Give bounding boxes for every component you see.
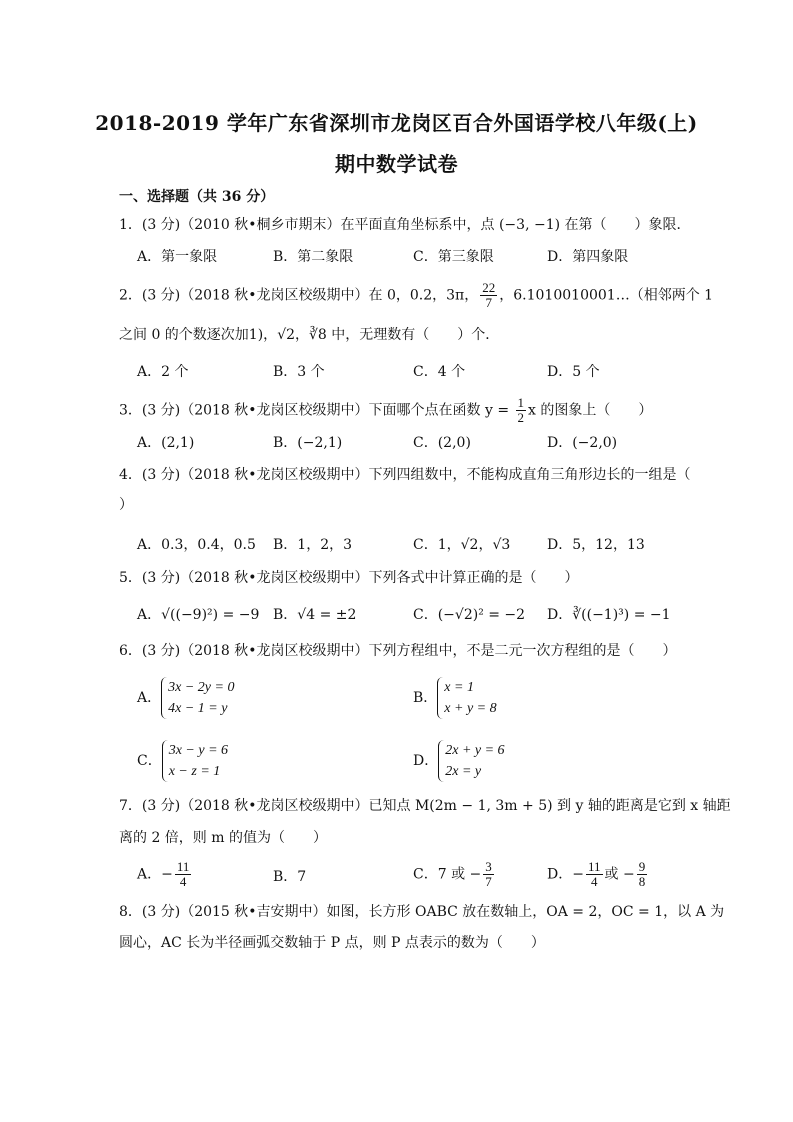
q7-d-pre: − — [572, 866, 584, 883]
q2-text-post: ，6.1010010001…（相邻两个 1 — [499, 287, 714, 304]
q2-frac-num: 22 — [482, 280, 496, 295]
q6-option-b — [413, 677, 497, 719]
q6-a-eq1: 3x − 2y = 0 — [168, 680, 235, 695]
q2-option-b: B．3 个 — [273, 364, 325, 380]
q3-frac-num: 1 — [517, 395, 525, 410]
q1-option-d: D．第四象限 — [547, 249, 629, 265]
q4-option-a: A．0.3，0.4，0.5 — [137, 537, 256, 553]
q6-c-label: C． — [137, 753, 162, 769]
q2-option-a: A．2 个 — [137, 364, 189, 380]
q2-fraction — [480, 281, 497, 310]
question-5: 5．(3 分)（2018 秋•龙岗区校级期中）下列各式中计算正确的是（ ） — [119, 570, 579, 586]
q2-line2-pre: 之间 0 的个数逐次加1)， — [119, 327, 278, 343]
q1-option-c: C．第三象限 — [413, 249, 494, 265]
q4-option-b: B．1，2，3 — [273, 537, 353, 553]
q6-b-eq1: x = 1 — [444, 680, 474, 695]
q3-option-c: C．(2,0) — [413, 435, 471, 451]
q7-a-fraction — [175, 860, 192, 889]
q3-option-a: A．(2,1) — [137, 435, 195, 451]
q2-option-d: D．5 个 — [547, 364, 600, 380]
q7-b-label: B． — [273, 869, 298, 885]
q7-option-c — [413, 860, 496, 889]
q1-option-a: A．第一象限 — [137, 249, 218, 265]
q3-text-post: x 的图象上（ ） — [528, 402, 653, 419]
question-4-line1: 4．(3 分)（2018 秋•龙岗区校级期中）下列四组数中，不能构成直角三角形边长的一组是（ — [119, 467, 691, 483]
q7-d-den2: 8 — [638, 874, 646, 889]
exam-title-line1: 2018-2019 学年广东省深圳市龙岗区百合外国语学校八年级(上) — [95, 111, 698, 135]
q5-option-d: D．∛((−1)³) = −1 — [547, 607, 671, 623]
question-8-line2: 圆心，AC 长为半径画弧交数轴于 P 点，则 P 点表示的数为（ ） — [119, 935, 545, 951]
question-2-line1 — [119, 281, 713, 310]
q3-option-d: D．(−2,0) — [547, 435, 618, 451]
q7-c-fraction — [483, 860, 494, 889]
q4-option-c: C．1，√2，√3 — [413, 537, 511, 553]
q6-d-label: D． — [413, 753, 439, 769]
q3-fraction — [516, 396, 527, 425]
question-4-line2: ） — [119, 497, 133, 513]
q5-option-b: B．√4 = ±2 — [273, 607, 357, 623]
q7-a-num: 11 — [176, 859, 190, 874]
q3-text-pre: 3．(3 分)（2018 秋•龙岗区校级期中）下面哪个点在函数 y = — [119, 402, 514, 419]
q6-option-c — [137, 740, 228, 782]
q7-option-b — [273, 868, 306, 886]
q7-option-d — [547, 860, 649, 889]
q7-d-num2: 9 — [638, 859, 646, 874]
q7-d-mid: 或 − — [604, 866, 635, 883]
question-7-line1: 7．(3 分)（2018 秋•龙岗区校级期中）已知点 M(2m − 1, 3m + 5) 到 y 轴的距离是它到 x 轴距 — [119, 798, 731, 814]
q5-option-c: C．(−√2)² = −2 — [413, 607, 526, 623]
q6-c-system — [162, 740, 228, 782]
q6-option-a — [137, 677, 234, 719]
q3-option-b: B．(−2,1) — [273, 435, 343, 451]
q6-a-eq2: 4x − 1 = y — [168, 701, 228, 716]
q6-a-system — [161, 677, 234, 719]
q7-c-pre: 7 或 − — [437, 866, 482, 883]
q7-d-fraction-2 — [637, 860, 648, 889]
section-heading: 一、选择题（共 36 分） — [119, 189, 275, 205]
q2-sqrt2: √2 — [277, 327, 296, 343]
question-1: 1．(3 分)（2010 秋•桐乡市期末）在平面直角坐标系中，点 (−3, −1) 在第（ ）象限． — [119, 217, 691, 233]
q2-text-pre: 2．(3 分)（2018 秋•龙岗区校级期中）在 0，0.2，3π， — [119, 287, 479, 304]
q6-b-label: B． — [413, 690, 438, 706]
q7-a-label: A． — [137, 866, 162, 883]
q7-a-pre: − — [161, 866, 173, 883]
q7-d-num1: 11 — [587, 859, 601, 874]
question-2-line2 — [119, 326, 499, 344]
question-8-line1: 8．(3 分)（2015 秋•吉安期中）如图，长方形 OABC 放在数轴上，OA = 2，OC = 1，以 A 为 — [119, 904, 725, 920]
q2-line2-mid: ，∛8 中，无理数有（ ）个． — [295, 327, 500, 343]
q6-b-system — [437, 677, 496, 719]
q7-c-den: 7 — [485, 874, 492, 889]
q1-option-b: B．第二象限 — [273, 249, 354, 265]
q6-d-eq2: 2x = y — [445, 764, 482, 779]
question-6: 6．(3 分)（2018 秋•龙岗区校级期中）下列方程组中，不是二元一次方程组的是（ ） — [119, 643, 677, 659]
q7-c-num: 3 — [485, 859, 492, 874]
q7-option-a — [137, 860, 193, 889]
q7-d-label: D． — [547, 866, 573, 883]
exam-title-line2: 期中数学试卷 — [335, 152, 458, 176]
q6-a-label: A． — [137, 690, 162, 706]
q6-c-eq1: 3x − y = 6 — [168, 743, 229, 758]
question-7-line2: 离的 2 倍，则 m 的值为（ ） — [119, 830, 327, 846]
q6-option-d — [413, 740, 505, 782]
q7-d-fraction-1 — [586, 860, 603, 889]
q2-option-c: C．4 个 — [413, 364, 466, 380]
q6-d-eq1: 2x + y = 6 — [445, 743, 505, 758]
q7-b-value: 7 — [297, 869, 307, 885]
q7-d-den1: 4 — [590, 874, 598, 889]
q7-c-label: C． — [413, 866, 438, 883]
q7-a-den: 4 — [179, 874, 187, 889]
q5-option-a: A．√((−9)²) = −9 — [137, 607, 260, 623]
q2-frac-den: 7 — [485, 295, 493, 310]
q6-d-system — [438, 740, 504, 782]
q3-frac-den: 2 — [517, 410, 525, 425]
question-3 — [119, 396, 652, 425]
q6-c-eq2: x − z = 1 — [168, 764, 221, 779]
q4-option-d: D．5，12，13 — [547, 537, 645, 553]
q6-b-eq2: x + y = 8 — [444, 701, 497, 716]
